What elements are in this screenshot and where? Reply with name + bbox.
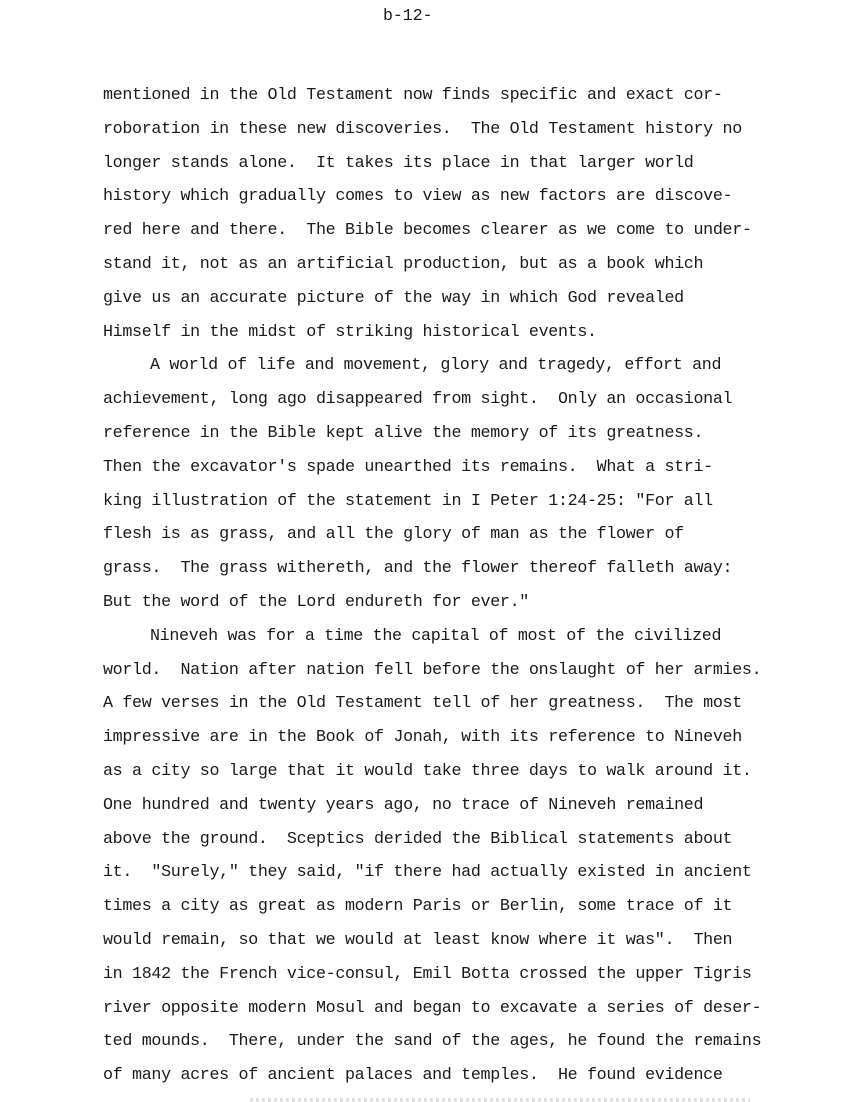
- text-line: of many acres of ancient palaces and temples. He found evidence: [103, 1066, 723, 1086]
- text-line: above the ground. Sceptics derided the Biblical statements about: [103, 829, 733, 849]
- text-line: One hundred and twenty years ago, no trace of Nineveh remained: [103, 795, 704, 815]
- text-line: it. "Surely," they said, "if there had actually existed in ancient: [103, 863, 752, 883]
- text-line: reference in the Bible kept alive the memory of its greatness.: [103, 423, 704, 443]
- text-line: mentioned in the Old Testament now finds specific and exact cor-: [103, 86, 723, 105]
- text-line: impressive are in the Book of Jonah, with its reference to Nineveh: [103, 728, 742, 748]
- text-line: A few verses in the Old Testament tell of her greatness. The most: [103, 694, 742, 714]
- text-line: longer stands alone. It takes its place in that larger world: [103, 153, 694, 173]
- page-number: b-12-: [383, 6, 433, 25]
- text-line: give us an accurate picture of the way in which God revealed: [103, 288, 684, 308]
- text-line: river opposite modern Mosul and began to excavate a series of deser-: [103, 998, 762, 1018]
- text-line: A world of life and movement, glory and tragedy, effort and: [150, 356, 722, 376]
- text-line: roboration in these new discoveries. The Old Testament history no: [103, 119, 742, 139]
- text-line: red here and there. The Bible becomes clearer as we come to under-: [103, 221, 752, 241]
- document-body: [103, 79, 761, 1093]
- text-line: flesh is as grass, and all the glory of man as the flower of: [103, 525, 684, 545]
- text-line: stand it, not as an artificial production, but as a book which: [103, 254, 704, 274]
- text-line: as a city so large that it would take three days to walk around it.: [103, 761, 752, 781]
- text-line: in 1842 the French vice-consul, Emil Botta crossed the upper Tigris: [103, 964, 752, 984]
- text-line: Nineveh was for a time the capital of most of the civilized: [150, 626, 722, 646]
- text-line: Then the excavator's spade unearthed its remains. What a stri-: [103, 457, 713, 477]
- text-line: history which gradually comes to view as new factors are discove-: [103, 187, 733, 207]
- text-line: times a city as great as modern Paris or Berlin, some trace of it: [103, 897, 733, 917]
- text-line: world. Nation after nation fell before the onslaught of her armies.: [103, 660, 762, 680]
- text-line: ted mounds. There, under the sand of the ages, he found the remains: [103, 1032, 762, 1052]
- text-line: king illustration of the statement in I Peter 1:24-25: "For all: [103, 491, 713, 511]
- text-line: Himself in the midst of striking historical events.: [103, 322, 597, 342]
- text-line: would remain, so that we would at least know where it was". Then: [103, 930, 733, 950]
- text-line: But the word of the Lord endureth for ever.": [103, 592, 529, 612]
- scan-edge: [250, 1098, 750, 1102]
- text-line: achievement, long ago disappeared from sight. Only an occasional: [103, 390, 733, 410]
- text-line: grass. The grass withereth, and the flower thereof falleth away:: [103, 559, 733, 579]
